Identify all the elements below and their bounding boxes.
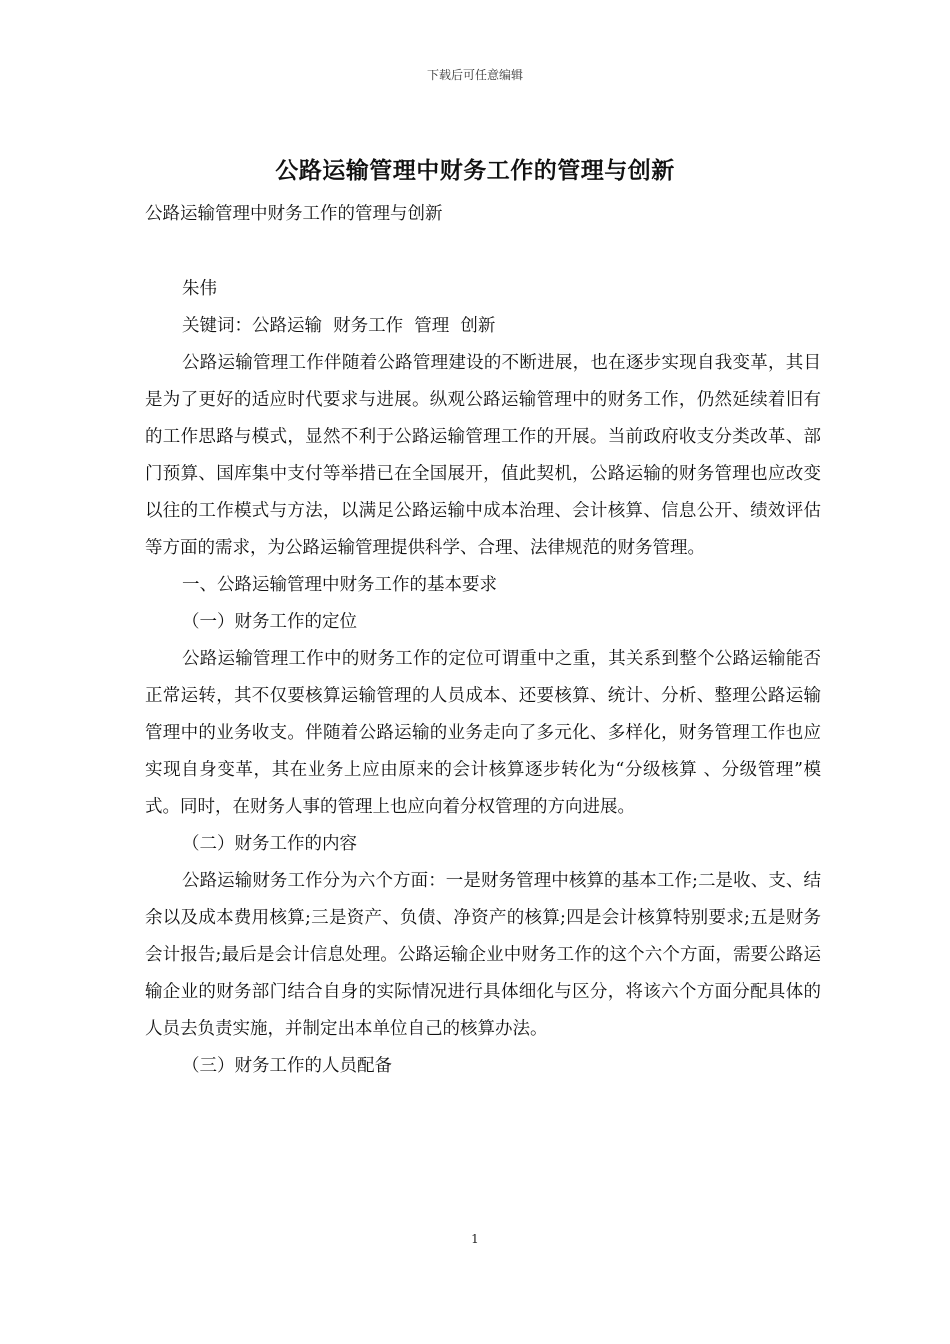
blank-line — [145, 233, 821, 271]
paragraph-content: 公路运输财务工作分为六个方面：一是财务管理中核算的基本工作;二是收、支、结余以及成本费用核算;三是资产、负债、净资产的核算;四是会计核算特别要求;五是财务会计报告;最后是会计信息处理。公路运输企业中财务工作的这个六个方面，需要公路运输企业的财务部门结合自身的实际情况进行具体细化与区分，将该六个方面分配具体的人员去负责实施，并制定出本单位自己的核算办法。 — [145, 871, 821, 1039]
document-title: 公路运输管理中财务工作的管理与创新 — [275, 157, 675, 184]
keywords-line: 关键词：公路运输 财务工作 管理 创新 — [182, 316, 496, 336]
section-heading-1: 一、公路运输管理中财务工作的基本要求 — [182, 575, 497, 595]
subsection-heading-1: （一）财务工作的定位 — [182, 612, 357, 632]
paragraph-intro: 公路运输管理工作伴随着公路管理建设的不断进展，也在逐步实现自我变革，其目是为了更好的适应时代要求与进展。纵观公路运输管理中的财务工作，仍然延续着旧有的工作思路与模式，显然不利于公路运输管理工作的开展。当前政府收支分类改革、部门预算、国库集中支付等举措已在全国展开，值此契机，公路运输的财务管理也应改变以往的工作模式与方法，以满足公路运输中成本治理、会计核算、信息公开、绩效评估等方面的需求，为公路运输管理提供科学、合理、法律规范的财务管理。 — [145, 353, 821, 558]
subsection-heading-2: （二）财务工作的内容 — [182, 834, 357, 854]
document-body — [145, 196, 821, 1085]
paragraph-positioning: 公路运输管理工作中的财务工作的定位可谓重中之重，其关系到整个公路运输能否正常运转，其不仅要核算运输管理的人员成本、还要核算、统计、分析、整理公路运输管理中的业务收支。伴随着公路运输的业务走向了多元化、多样化，财务管理工作也应实现自身变革，其在业务上应由原来的会计核算逐步转化为“分级核算 、分级管理”模式。同时，在财务人事的管理上也应向着分权管理的方向进展。 — [145, 649, 821, 817]
author-name: 朱伟 — [182, 279, 217, 299]
subsection-heading-3: （三）财务工作的人员配备 — [182, 1056, 392, 1076]
document-subtitle: 公路运输管理中财务工作的管理与创新 — [145, 204, 443, 224]
page-number: 1 — [471, 1232, 479, 1246]
header-note: 下载后可任意编辑 — [426, 68, 523, 82]
